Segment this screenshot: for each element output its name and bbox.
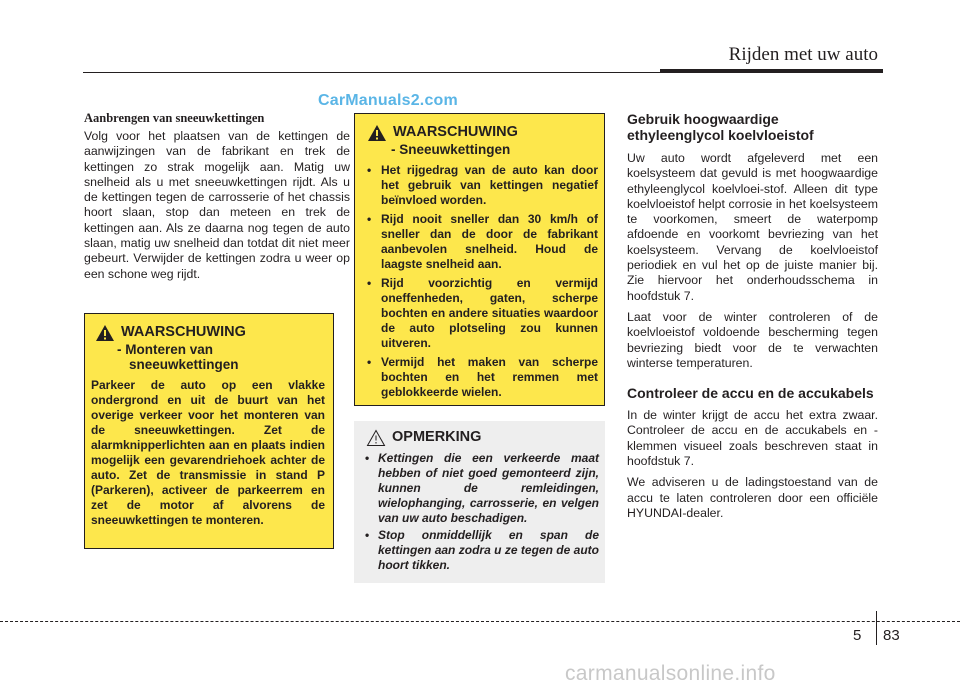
watermark-bottom: carmanualsonline.info: [565, 662, 776, 685]
page-number: 83: [883, 627, 900, 644]
page-number-divider: [876, 611, 877, 645]
list-item: • Het rijgedrag van de auto kan door het gebruik van kettingen negatief beïnvloed worden.: [355, 163, 598, 208]
page-header-title: Rijden met uw auto: [728, 44, 878, 65]
warning-title: WAARSCHUWING: [393, 124, 518, 140]
list-item: • Rijd nooit sneller dan 30 km/h of sneller dan de door de fabrikant aanbevolen snelheid. Houd de laagste snelheid aan.: [355, 212, 598, 272]
list-item: • Stop onmiddellijk en span de kettingen aan zodra u ze tegen de auto hoort tikken.: [354, 528, 599, 573]
warning-box-mounting: [84, 313, 334, 549]
section-heading: Controleer de accu en de accukabels: [627, 385, 874, 402]
paragraph: Laat voor de winter controleren of de koelvloeistof voldoende bescherming tegen bevriezing biedt voor de te verwachten winterse temperaturen.: [627, 309, 878, 370]
paragraph: We adviseren u de ladingstoestand van de accu te laten controleren door een officiële HYUNDAI-dealer.: [627, 475, 878, 520]
warning-subtitle: - Sneeuwkettingen: [391, 142, 511, 157]
warning-subtitle-line1: - Monteren van: [117, 342, 214, 357]
footer-rule: [0, 621, 960, 622]
snow-chains-body: Volg voor het plaatsen van de kettingen de aanwijzingen van de fabrikant en trek de kettingen zo strak mogelijk aan. Matig uw snelheid als u met sneeuwkettingen rijdt. Als u de kettingen tegen de carrosserie of het chassis hoort slaan, stop dan meteen en trek de kettingen aan. Als ze daarna nog tegen de auto slaan, matig uw snelheid dan totdat dit niet meer gebeurt. Verwijder de kettingen zodra u weer op een schone weg rijdt.: [84, 129, 350, 281]
warning-subtitle-line2: sneeuwkettingen: [129, 357, 239, 372]
chapter-number: 5: [853, 627, 862, 644]
caution-triangle-icon: [366, 429, 386, 447]
warning-triangle-icon: [367, 124, 387, 142]
section-heading: Gebruik hoogwaardige ethyleenglycol koelvloeistof: [627, 111, 814, 143]
list-item: • Vermijd het maken van scherpe bochten en het remmen met geblokkeerde wielen.: [355, 355, 598, 400]
header-rule-accent: [660, 69, 883, 73]
paragraph: Uw auto wordt afgeleverd met een koelsysteem dat gevuld is met hoogwaardige ethyleenglycol koelvloei-stof. Alleen dit type koelvloeistof helpt corrosie in het koelsysteem te voorkomen, smeert de waterpomp afdoende en voorkomt bevriezing van het koelsysteem. Vervang de koelvloeistof periodiek en vul het op de juiste manier bij. Zie hiervoor het onderhoudsschema in hoofdstuk 7.: [627, 151, 878, 303]
snow-chains-heading: Aanbrengen van sneeuwkettingen: [84, 111, 265, 125]
warning-text: Parkeer de auto op een vlakke ondergrond en uit de buurt van het overige verkeer voor het monteren van de sneeuwkettingen. Zet de alarmknipperlichten aan en plaats indien mogelijk een gevarendriehoek achter de auto. Zet de transmissie in stand P (Parkeren), activeer de parkeerrem en zet de motor af alvorens de sneeuwkettingen te monteren.: [91, 378, 325, 527]
coolant-section: [627, 111, 878, 521]
warning-title: WAARSCHUWING: [121, 324, 246, 340]
note-title: OPMERKING: [392, 429, 482, 445]
note-list: [354, 451, 599, 573]
paragraph: In de winter krijgt de accu het extra zwaar. Controleer de accu en de accukabels en -klemmen visueel zoals beschreven staat in hoofdstuk 7.: [627, 408, 878, 469]
list-item: • Kettingen die een verkeerde maat hebben of niet goed gemonteerd zijn, kunnen de remleidingen, wielophanging, carrosserie, en velgen van uw auto beschadigen.: [354, 451, 599, 526]
watermark-top: CarManuals2.com: [318, 92, 458, 109]
note-box: [354, 421, 605, 583]
warning-triangle-icon: [95, 324, 115, 342]
warning-list: [355, 163, 598, 400]
warning-box-snow-chains: [354, 113, 605, 406]
list-item: • Rijd voorzichtig en vermijd oneffenheden, gaten, scherpe bochten en andere situaties waardoor de auto plotseling zou kunnen uitveren.: [355, 276, 598, 351]
